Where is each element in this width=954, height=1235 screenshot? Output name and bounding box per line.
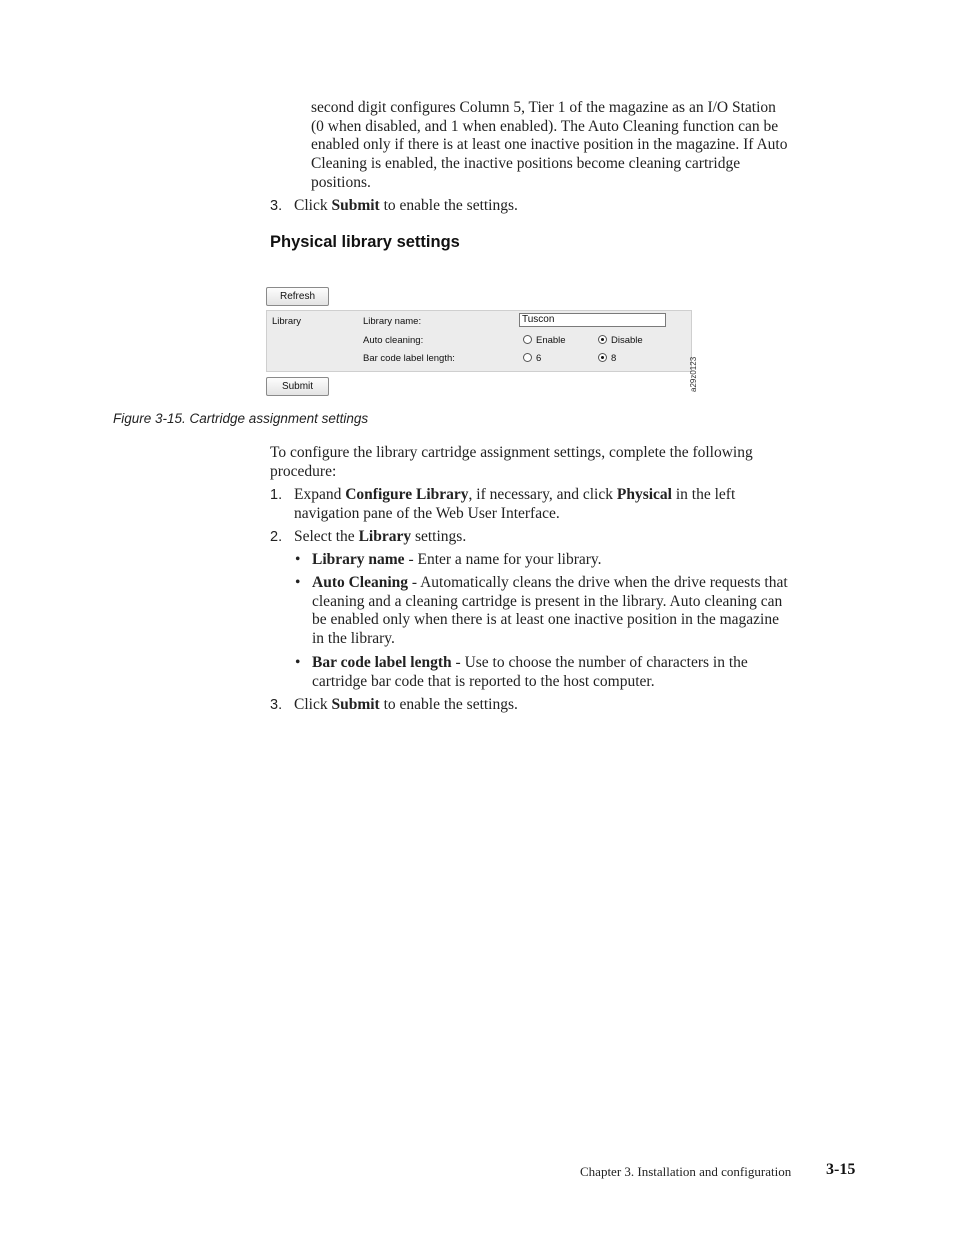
barcode-8-label: 8 (611, 353, 617, 364)
barcode-6-label: 6 (536, 353, 542, 364)
library-section-label: Library (272, 316, 302, 327)
figure-caption: Figure 3-15. Cartridge assignment settings (113, 411, 369, 426)
step-number: 3. (270, 697, 283, 713)
submit-button[interactable]: Submit (266, 377, 329, 396)
refresh-button[interactable]: Refresh (266, 287, 329, 306)
bullet-marker: • (295, 654, 301, 671)
intro-step-3-text: Click Submit to enable the settings. (294, 197, 518, 214)
bullet-marker: • (295, 551, 301, 568)
auto-cleaning-enable-label: Enable (536, 335, 566, 346)
figure-id: a29z0123 (689, 356, 698, 392)
intro-line: Cleaning is enabled, the inactive positions become cleaning cartridge (311, 155, 741, 173)
bullet-auto-cleaning: Auto Cleaning - Automatically cleans the drive when the drive requests that cleaning and a cleaning cartridge is present in the library. Auto cleaning can be enabled only when there is at least one inactive position in the magazine in the library. (312, 574, 788, 648)
library-name-input[interactable]: Tuscon (519, 313, 666, 327)
section-heading: Physical library settings (270, 233, 460, 251)
procedure-intro: To configure the library cartridge assignment settings, complete the following procedure: (270, 444, 753, 480)
page-number: 3-15 (826, 1161, 856, 1178)
bullet-barcode-length: Bar code label length - Use to choose the number of characters in the cartridge bar code that is reported to the host computer. (312, 654, 748, 690)
intro-line: (0 when disabled, and 1 when enabled). The Auto Cleaning function can be (311, 117, 779, 135)
bullet-marker: • (295, 574, 301, 591)
step-number: 2. (270, 529, 283, 545)
bullet-library-name: Library name - Enter a name for your library. (312, 551, 602, 568)
step-3: Click Submit to enable the settings. (294, 696, 518, 713)
barcode-length-label: Bar code label length: (363, 353, 455, 364)
intro-line: enabled only if there is at least one inactive position in the magazine. If Auto (311, 136, 788, 154)
auto-cleaning-enable-radio[interactable] (523, 335, 532, 344)
auto-cleaning-label: Auto cleaning: (363, 335, 424, 346)
intro-paragraph (311, 99, 871, 193)
intro-line: second digit configures Column 5, Tier 1 of the magazine as an I/O Station (311, 99, 776, 116)
auto-cleaning-disable-radio[interactable] (598, 335, 607, 344)
footer-chapter: Chapter 3. Installation and configuration (580, 1164, 792, 1179)
intro-step-3 (270, 197, 282, 216)
barcode-8-radio[interactable] (598, 353, 607, 362)
step-1: Expand Configure Library, if necessary, and click Physical in the left navigation pane of the Web User Interface. (294, 486, 736, 522)
barcode-6-radio[interactable] (523, 353, 532, 362)
step-number: 3. (270, 198, 283, 214)
step-2: Select the Library settings. (294, 528, 467, 545)
library-name-label: Library name: (363, 316, 422, 327)
intro-line: positions. (311, 173, 371, 191)
auto-cleaning-disable-label: Disable (611, 335, 643, 346)
step-number: 1. (270, 487, 283, 503)
